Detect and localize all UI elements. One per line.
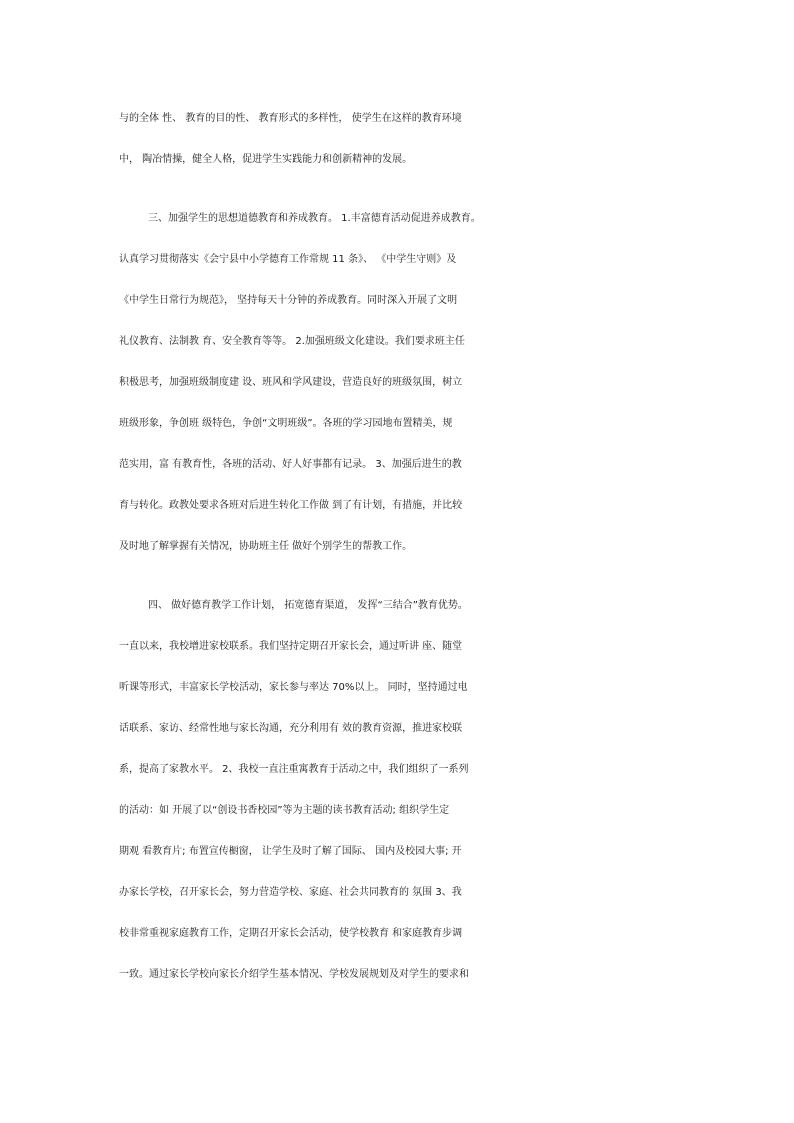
paragraph-line: 听课等形式，丰富家长学校活动，家长参与率达 70%以上。 同时，坚持通过电 [119, 682, 468, 693]
paragraph-line: 三、加强学生的思想道德教育和养成教育。 1.丰富德育活动促进养成教育。 [148, 213, 481, 224]
paragraph-line: 系，提高了家教水平。 2、我校一直注重寓教育于活动之中，我们组织了一系列 [119, 764, 469, 775]
paragraph-line: 话联系、家访、经常性地与家长沟通，充分利用有 效的教育资源，推进家校联 [119, 723, 463, 734]
paragraph-line: 礼仪教育、法制教 育、安全教育等等。 2.加强班级文化建设。我们要求班主任 [119, 336, 465, 347]
paragraph-line: 一直以来，我校增进家校联系。我们坚持定期召开家长会，通过听讲 座、随堂 [119, 641, 463, 652]
paragraph-line: 四、 做好德育教学工作计划， 拓宽德育渠道， 发挥“三结合”教育优势。 [148, 600, 468, 611]
paragraph-line: 认真学习贯彻落实《会宁县中小学德育工作常规 11 条》、 《中学生守则》及 [119, 254, 457, 265]
paragraph-line: 及时地了解掌握有关情况，协助班主任 做好个别学生的帮教工作。 [119, 541, 413, 552]
paragraph-line: 范实用，富 有教育性，各班的活动、好人好事都有记录。 3、加强后进生的教 [119, 459, 462, 470]
paragraph-line: 中， 陶冶情操，健全人格，促进学生实践能力和创新精神的发展。 [119, 154, 413, 165]
paragraph-line: 一致。通过家长学校向家长介绍学生基本情况、学校发展规划及对学生的要求和 [119, 969, 469, 980]
paragraph-line: 班级形象，争创班 级特色，争创“文明班级”。各班的学习园地布置精美，规 [119, 418, 453, 429]
paragraph-line: 积极思考，加强班级制度建 设、班风和学风建设，营造良好的班级氛围，树立 [119, 377, 463, 388]
paragraph-line: 《中学生日常行为规范》， 坚持每天十分钟的养成教育。同时深入开展了文明 [119, 295, 458, 306]
paragraph-line: 与的全体 性、 教育的目的性、 教育形式的多样性， 使学生在这样的教育环境 [119, 113, 462, 124]
paragraph-line: 育与转化。政教处要求各班对后进生转化工作做 到了有计划，有措施，并比较 [119, 500, 463, 511]
paragraph-line: 办家长学校，召开家长会，努力营造学校、家庭、社会共同教育的 氛围 3、我 [119, 887, 462, 898]
paragraph-line: 的活动：如 开展了以“创设书香校园”等为主题的读书教育活动; 组织学生定 [119, 805, 450, 816]
paragraph-line: 期观 看教育片; 布置宣传橱窗， 让学生及时了解了国际、 国内及校园大事; 开 [119, 846, 462, 857]
paragraph-line: 校非常重视家庭教育工作，定期召开家长会活动，使学校教育 和家庭教育步调 [119, 928, 463, 939]
